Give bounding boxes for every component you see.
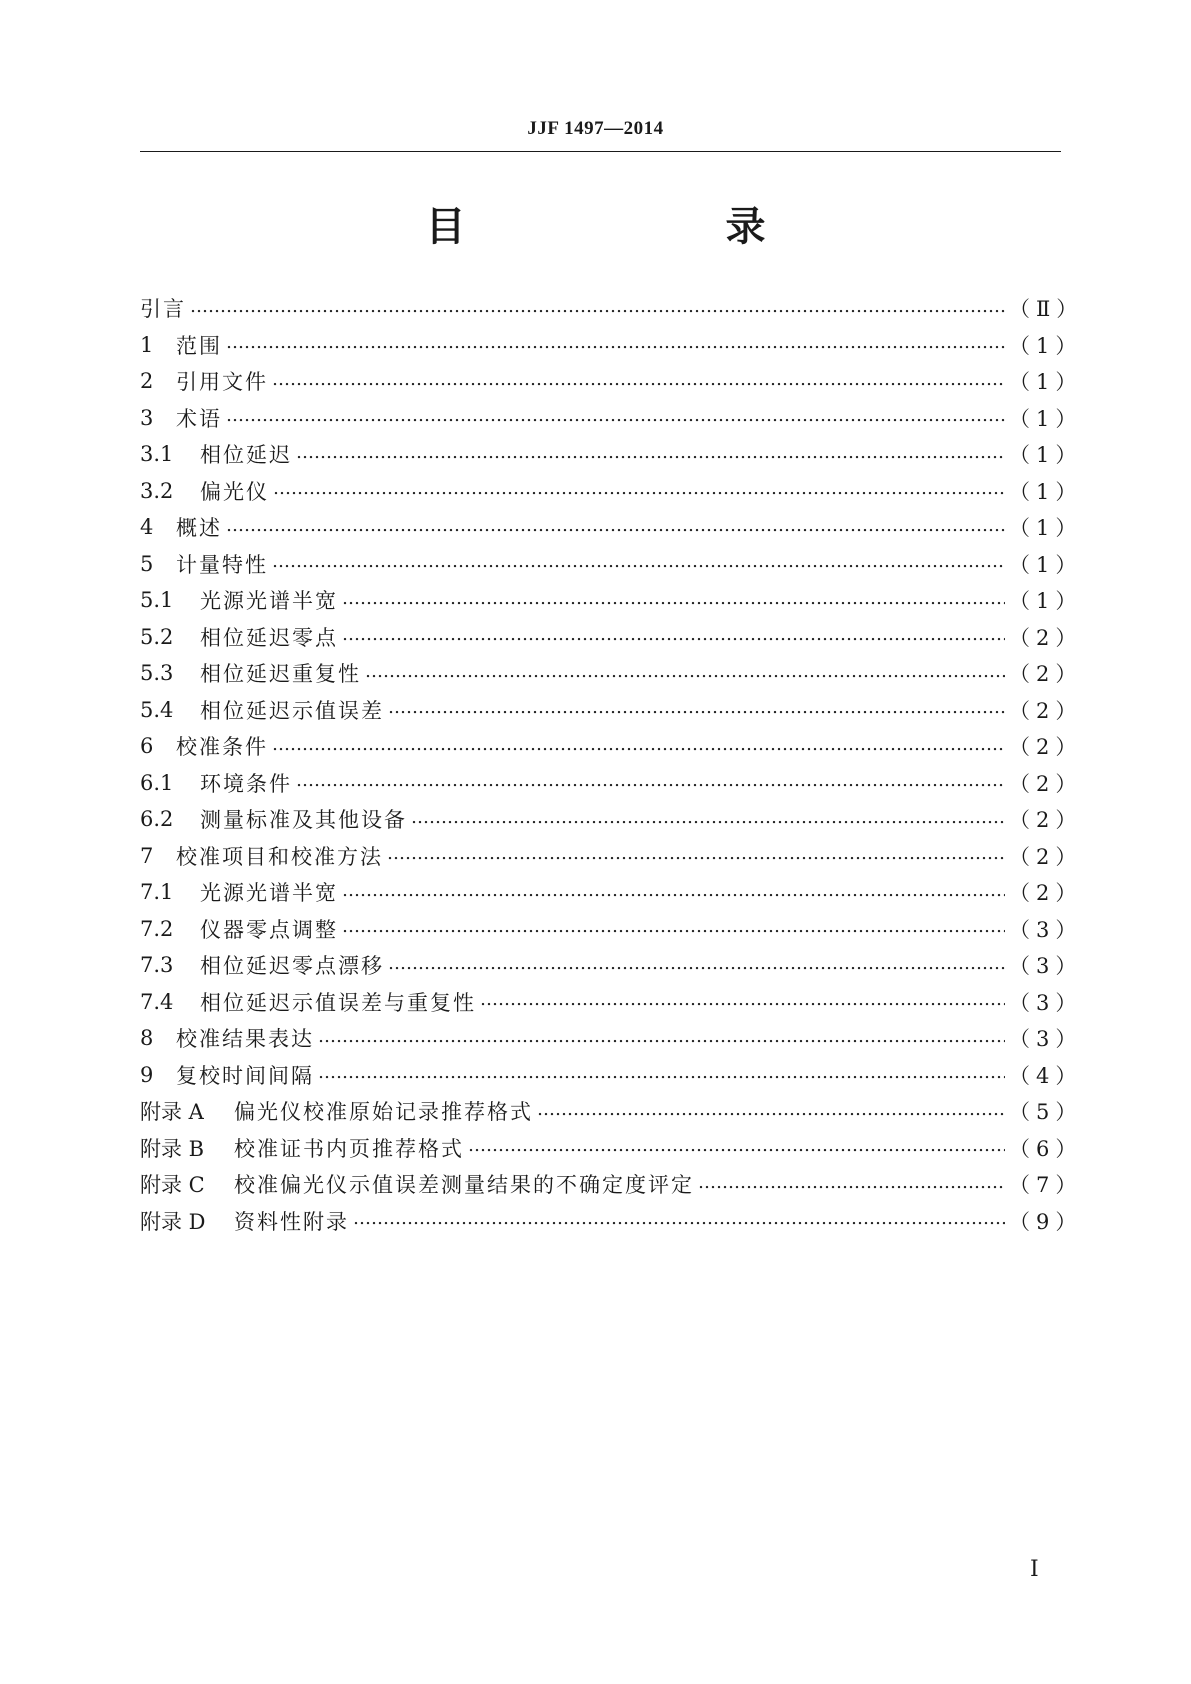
toc-entry-number: 附录 B [140, 1136, 205, 1161]
standard-code-header: JJF 1497—2014 [527, 118, 664, 139]
toc-entry-page: （1） [1009, 443, 1083, 468]
toc-entry[interactable] [140, 363, 1083, 400]
toc-dot-leader [342, 882, 1005, 903]
toc-entry-number: 附录 D [140, 1209, 206, 1234]
toc-entry-number: 5.4 [140, 697, 174, 722]
toc-entry-page: （4） [1009, 1063, 1083, 1088]
toc-entry-page: （3） [1009, 990, 1083, 1015]
toc-dot-leader [388, 699, 1005, 720]
toc-entry-number: 5.3 [140, 661, 174, 686]
toc-entry-number: 附录 A [140, 1100, 204, 1125]
toc-entry-title: 计量特性 [176, 552, 268, 577]
toc-entry-page: （1） [1009, 479, 1083, 504]
toc-entry-page: （2） [1009, 735, 1083, 760]
toc-dot-leader [698, 1174, 1005, 1195]
toc-entry[interactable] [140, 984, 1083, 1021]
toc-entry-page: （2） [1009, 625, 1083, 650]
toc-entry-title: 概述 [176, 516, 222, 541]
toc-entry-number: 3 [140, 405, 154, 430]
toc-dot-leader [468, 1137, 1005, 1158]
page-title: 目 录 [425, 204, 826, 250]
toc-dot-leader [388, 955, 1005, 976]
toc-entry-number: 5.2 [140, 624, 174, 649]
toc-entry[interactable] [140, 1166, 1083, 1203]
toc-entry-title: 术语 [176, 406, 222, 431]
toc-entry-page: （3） [1009, 954, 1083, 979]
toc-dot-leader [272, 371, 1005, 392]
toc-entry-number: 3.2 [140, 478, 174, 503]
toc-entry-number: 6 [140, 734, 154, 759]
toc-entry-page: （Ⅱ） [1009, 297, 1084, 322]
toc-entry[interactable] [140, 619, 1083, 656]
toc-entry-page: （2） [1009, 771, 1083, 796]
toc-entry-page: （2） [1009, 844, 1083, 869]
toc-dot-leader [226, 334, 1005, 355]
toc-entry[interactable] [140, 509, 1083, 546]
toc-dot-leader [365, 663, 1005, 684]
toc-entry-number: 5.1 [140, 588, 174, 613]
toc-entry-page: （3） [1009, 1027, 1083, 1052]
toc-entry-number: 7.4 [140, 989, 174, 1014]
toc-entry[interactable] [140, 473, 1083, 510]
toc-entry[interactable] [140, 801, 1083, 838]
toc-dot-leader [411, 809, 1005, 830]
table-of-contents [140, 290, 1084, 1239]
toc-entry-title: 校准证书内页推荐格式 [234, 1136, 464, 1161]
toc-entry-number: 附录 C [140, 1173, 205, 1198]
toc-entry-number: 5 [140, 551, 154, 576]
toc-entry-title: 资料性附录 [234, 1209, 349, 1234]
toc-entry-number: 3.1 [140, 442, 174, 467]
toc-entry-title: 环境条件 [200, 771, 292, 796]
toc-dot-leader [342, 626, 1005, 647]
toc-dot-leader [226, 407, 1005, 428]
toc-entry-title: 偏光仪校准原始记录推荐格式 [234, 1100, 533, 1125]
toc-entry-number: 4 [140, 515, 154, 540]
toc-dot-leader [318, 1064, 1005, 1085]
toc-entry[interactable] [140, 400, 1083, 437]
toc-dot-leader [480, 991, 1005, 1012]
toc-entry-page: （5） [1009, 1100, 1083, 1125]
toc-entry[interactable] [140, 728, 1083, 765]
toc-entry-title: 偏光仪 [200, 479, 269, 504]
toc-dot-leader [318, 1028, 1005, 1049]
toc-entry-title: 校准项目和校准方法 [176, 844, 383, 869]
toc-dot-leader [272, 736, 1005, 757]
toc-entry-page: （2） [1009, 698, 1083, 723]
toc-entry[interactable] [140, 290, 1084, 327]
toc-entry-number: 8 [140, 1026, 154, 1051]
toc-dot-leader [296, 772, 1005, 793]
toc-dot-leader [273, 480, 1005, 501]
toc-entry-number: 1 [140, 332, 154, 357]
toc-entry-number: 7.1 [140, 880, 174, 905]
toc-entry[interactable] [140, 546, 1083, 583]
toc-entry-number: 7.3 [140, 953, 174, 978]
toc-entry-page: （1） [1009, 370, 1083, 395]
toc-entry-title: 引言 [140, 297, 186, 322]
toc-entry[interactable] [140, 327, 1083, 364]
toc-entry-title: 光源光谱半宽 [200, 881, 338, 906]
toc-entry[interactable] [140, 838, 1083, 875]
toc-entry-title: 相位延迟零点 [200, 625, 338, 650]
toc-entry[interactable] [140, 1130, 1083, 1167]
toc-entry-page: （1） [1009, 333, 1083, 358]
header-divider [140, 151, 1061, 152]
toc-entry[interactable] [140, 1093, 1083, 1130]
toc-entry-title: 光源光谱半宽 [200, 589, 338, 614]
toc-entry-title: 校准偏光仪示值误差测量结果的不确定度评定 [234, 1173, 694, 1198]
toc-entry-title: 范围 [176, 333, 222, 358]
toc-entry-title: 相位延迟重复性 [200, 662, 361, 687]
toc-entry-title: 校准条件 [176, 735, 268, 760]
toc-entry-title: 引用文件 [176, 370, 268, 395]
toc-entry[interactable] [140, 655, 1083, 692]
toc-dot-leader [296, 444, 1005, 465]
toc-entry[interactable] [140, 874, 1083, 911]
toc-entry-page: （1） [1009, 516, 1083, 541]
toc-entry[interactable] [140, 911, 1083, 948]
toc-entry-title: 相位延迟零点漂移 [200, 954, 384, 979]
toc-entry[interactable] [140, 1057, 1083, 1094]
toc-entry-number: 7 [140, 843, 154, 868]
toc-entry-page: （1） [1009, 589, 1083, 614]
toc-entry-page: （2） [1009, 881, 1083, 906]
toc-entry-page: （9） [1009, 1209, 1083, 1234]
toc-entry-number: 7.2 [140, 916, 174, 941]
toc-entry-page: （7） [1009, 1173, 1083, 1198]
toc-dot-leader [353, 1210, 1005, 1231]
toc-entry-title: 校准结果表达 [176, 1027, 314, 1052]
toc-entry[interactable] [140, 765, 1083, 802]
toc-dot-leader [190, 298, 1005, 319]
toc-entry[interactable] [140, 582, 1083, 619]
toc-entry-title: 相位延迟示值误差与重复性 [200, 990, 476, 1015]
toc-entry-page: （2） [1009, 808, 1083, 833]
toc-entry-number: 2 [140, 369, 154, 394]
toc-entry-page: （2） [1009, 662, 1083, 687]
toc-entry-page: （6） [1009, 1136, 1083, 1161]
toc-dot-leader [342, 590, 1005, 611]
toc-entry[interactable] [140, 692, 1083, 729]
toc-dot-leader [272, 553, 1005, 574]
toc-entry-page: （1） [1009, 406, 1083, 431]
toc-entry-number: 6.2 [140, 807, 174, 832]
toc-dot-leader [537, 1101, 1005, 1122]
toc-entry-number: 6.1 [140, 770, 174, 795]
toc-entry[interactable] [140, 947, 1083, 984]
toc-entry-page: （3） [1009, 917, 1083, 942]
toc-entry-title: 相位延迟示值误差 [200, 698, 384, 723]
toc-entry-page: （1） [1009, 552, 1083, 577]
toc-dot-leader [342, 918, 1005, 939]
toc-entry-title: 相位延迟 [200, 443, 292, 468]
toc-entry-number: 9 [140, 1062, 154, 1087]
toc-entry-title: 复校时间间隔 [176, 1063, 314, 1088]
toc-dot-leader [226, 517, 1005, 538]
page-number: Ⅰ [1030, 1556, 1039, 1581]
toc-entry-title: 仪器零点调整 [200, 917, 338, 942]
toc-entry[interactable] [140, 1203, 1083, 1240]
toc-entry[interactable] [140, 436, 1083, 473]
toc-entry-title: 测量标准及其他设备 [200, 808, 407, 833]
toc-dot-leader [387, 845, 1005, 866]
toc-entry[interactable] [140, 1020, 1083, 1057]
